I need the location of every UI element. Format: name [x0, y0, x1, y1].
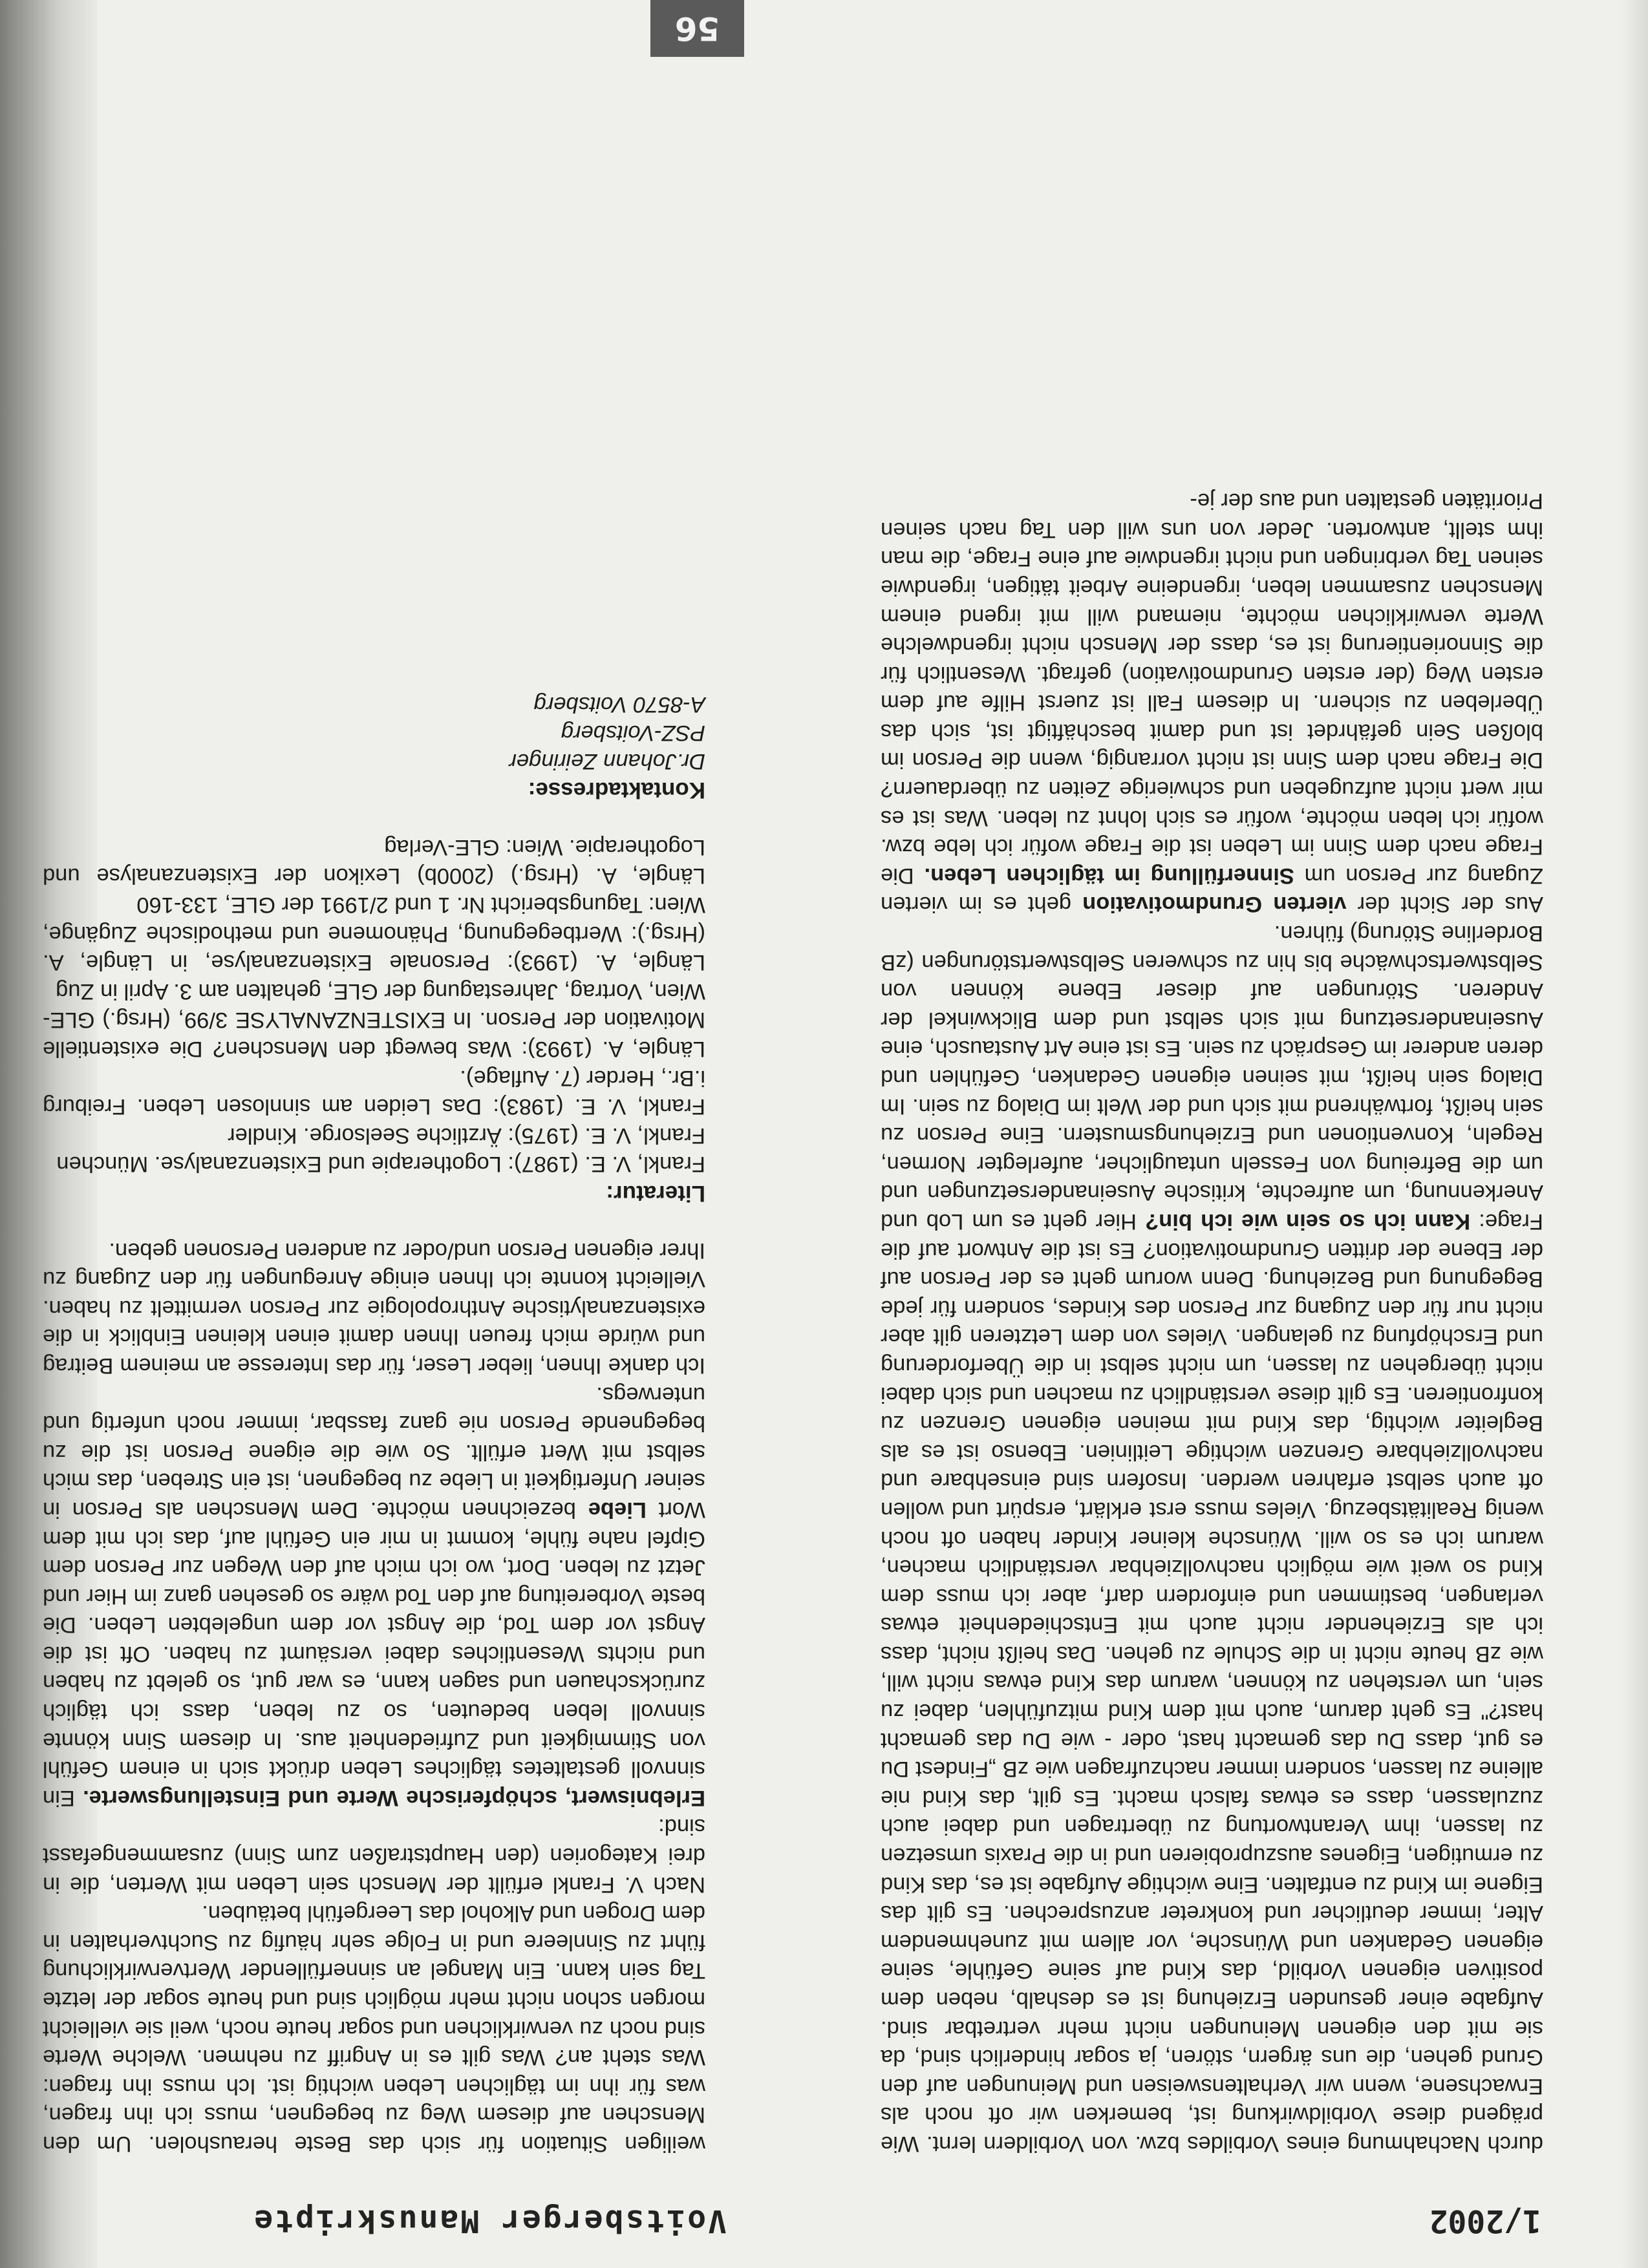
text-column-left — [881, 487, 1543, 2158]
text-column-right — [43, 690, 705, 2158]
paragraph-text: Aus der Sicht der — [1357, 892, 1543, 917]
page-edge — [1622, 0, 1648, 2268]
paragraph — [43, 1380, 705, 1812]
page-number: 56 — [674, 10, 720, 47]
spacer — [43, 804, 705, 832]
paragraph-text: Die Frage nach dem Sinn im Leben ist die Frage wofür ich lebe bzw. wofür ich leben möchte, wofür es sich lohnt zu leben. Was ist es mir wert nicht aufzugeben und schwierige Zeiten zu überdauern? Die Frage nach dem Sinn ist nicht vorrangig, wenn die Person im bloßen Sein gefährdet ist und damit beschäftigt ist, sich das Überleben zu sichern. In diesem Fall ist zuerst Hilfe auf dem ersten Weg (der ersten Grundmotivation) gefragt. Wesentlich für die Sinnorientierung ist es, dass der Mensch nicht irgendwelche Werte verwirklichen möchte, niemand will mit irgend einem Menschen zusammen leben, irgendeine Arbeit tätigen, irgendwie seinen Tag verbringen und nicht irgendwie auf eine Frage, die man ihm stellt, antworten. Jeder von uns will den Tag nach seinen Prioritäten gestalten und aus der je- — [881, 489, 1543, 888]
literature-entry: Frankl, V. E. (1975): Ärztliche Seelsorge. Kindler — [228, 1123, 705, 1148]
paragraph-text: geht es im vierten Zugang zur Person um — [881, 863, 1543, 917]
literature-entry: Frankl, V. E. (1987): Logotherapie und Existenzanalyse. München — [56, 1152, 705, 1177]
paragraph-text: bezeichnen möchte. Dem Menschen als Person in seiner Unfertigkeit in Liebe zu begegnen, ist ein Streben, das mich selbst mit Wert erfüllt. So wie die eigene Person ist die zu begegnende Person nie ganz fassbar, immer noch unfertig und unterwegs. — [43, 1382, 705, 1522]
literature-list — [43, 832, 705, 1178]
contact-name: Dr.Johann Zeiringer — [509, 748, 705, 774]
paragraph: Nach V. Frankl erfüllt der Mensch sein Leben mit Werten, die in drei Kategorien (den Hauptstraßen zum Sinn) zusammengefasst sind: — [43, 1814, 705, 1897]
bold-heading: Erlebniswert, schöpferische Werte und Einstellungswerte. — [83, 1785, 705, 1810]
publication-title: Voitsberger Manuskripte — [252, 2203, 727, 2239]
spacer — [43, 1207, 705, 1236]
issue-number: 1/2002 — [1429, 2203, 1541, 2239]
paragraph: weiligen Situation für sich das Beste herausholen. Um den Menschen auf diesem Weg zu begegnen, muss ich ihn fragen, was für ihn im täglichen Leben wichtig ist. Ich muss ihn fragen: Was steht an? Was gilt es in Angriff zu nehmen. Welche Werte sind noch zu verwirklichen und sogar heute noch, weil sie vielleicht morgen schon nicht mehr möglich sind und heute sogar der letzte Tag sein kann. Ein Mangel an sinnerfüllender Wertverwirklichung führt zu Sinnleere und in Folge sehr häufig zu Suchtverhalten in dem Drogen und Alkohol das Leergefühl betäuben. — [43, 1901, 705, 2156]
literature-entry: Frankl, V. E. (1983): Das Leiden am sinnlosen Leben. Freiburg i.Br., Herder (7. Auflage). — [43, 1065, 705, 1119]
paragraph — [881, 487, 1543, 919]
contact-org: PSZ-Voitsberg — [561, 720, 705, 745]
paragraph: Ich danke Ihnen, lieber Leser, für das Interesse an meinem Beitrag und würde mich freuen Ihnen damit einen kleinen Einblick in die existenzanalytische Anthropologie zur Person vermittelt zu haben. Vielleicht konnte ich Ihnen einige Anregungen für den Zugang zu Ihrer eigenen Person und/oder zu anderen Personen geben. — [43, 1238, 705, 1378]
page-number-box — [650, 0, 744, 57]
paragraph-text: durch Nachahmung eines Vorbildes bzw. von Vorbildern lernt. Wie prägend diese Vorbildwirkung ist, bemerken wir oft noch als Erwachsene, wenn wir Verhaltensweisen und Meinungen auf den Grund gehen, die uns ärgern, stören, ja sogar hinderlich sind, da sie mit den eigenen Meinungen nicht mehr vertretbar sind. Aufgabe einer gesunden Erziehung ist es deshalb, neben dem positiven eigenen Vorbild, das Kind auf seine Gefühle, seine eigenen Gedanken und Wünsche, vor allem mit zunehmendem Alter, immer deutlicher und konkreter anzusprechen. Es gilt das Eigene im Kind zu entfalten. Eine wichtige Aufgabe ist es, das Kind zu ermutigen, Eigenes auszuprobieren und in die Praxis umsetzen zu lassen, ihm Verantwortung zu übertragen und dabei auch zuzulassen, dass es etwas falsch macht. Es gilt, das Kind nie alleine zu lassen, sondern immer nachzufragen wie zB „Findest Du es gut, dass Du das gemacht hast, oder - wie Du das gemacht hast?" Es geht darum, auch mit dem Kind mitzufühlen, dabei zu sein, um verstehen zu können, warum das Kind etwas nicht will, wie zB heute nicht in die Schule zu gehen. Das heißt nicht, dass ich als Erziehender nicht auch mit Entschiedenheit etwas verlangen, bestimmen und einfordern darf, aber ich muss dem Kind so weit wie möglich nachvollziehbar verständlich machen, warum ich es so will. Wünsche kleiner Kinder haben oft noch wenig Realitätsbezug. Vieles muss erst erklärt, erspürt und wollen oft auch selbst erfahren werden. Insofern sind einsehbare und nachvollziehbare Grenzen wichtige Leitlinien. Ebenso ist es als Begleiter wichtig, das Kind mit meinen eigenen Grenzen zu konfrontieren. Es gilt diese verständlich zu machen und sich dabei nicht übergehen zu lassen, um nicht selbst in die Überforderung und Erschöpfung zu gelangen. Vieles von dem Letzteren gilt aber nicht nur für den Zugang zur Person des Kindes, sondern für jede Begegnung und Beziehung. Denn worum geht es der Person auf der Ebene der dritten Grundmotivation? Es ist die Antwort auf die Frage: — [881, 1209, 1543, 2156]
paragraph-text: Hier geht es um Lob und Anerkennung, um aufrechte, kritische Auseinandersetzungen und um die Befreiung von Fesseln untauglicher, auferlegter Normen, Regeln, Konventionen und Erziehungsmustern. Eine Person zu sein heißt, fortwährend mit sich und der Welt im Dialog zu sein. Im Dialog sein heißt, mit seinen eigenen Gedanken, Gefühlen und deren anderer im Gespräch zu sein. Es ist eine Art Austausch, eine Auseinandersetzung mit sich selbst und dem Blickwinkel der Anderen. Störungen auf dieser Ebene können von Selbstwertschwäche bis hin zu schweren Selbstwertstörungen (zB Borderline Störung) führen. — [881, 921, 1543, 1234]
paragraph-text: Ein sinnvoll gestaltetes tägliches Leben drückt sich in einem Gefühl von Stimmigkeit und Zufriedenheit aus. In diesem Sinn könnte sinnvoll leben bedeuten, so zu leben, dass ich täglich zurückschauen und sagen kann, es war gut, so gelebt zu haben und nichts Wesentliches dabei versäumt zu haben. Oft ist die Angst vor dem Tod, die Angst vor dem ungelebten Leben. Die beste Vorbereitung auf den Tod wäre so gesehen ganz im Hier und Jetzt zu leben. Dort, wo ich mich auf den Wegen zur Person dem Gipfel nahe fühle, kommt in mir ein Gefühl auf, das ich mit dem Wort — [42, 1497, 705, 1810]
bold-question: Kann ich so sein wie ich bin? — [1145, 1209, 1471, 1234]
contact-heading: Kontaktadresse: — [528, 778, 705, 803]
literature-entry: Längle, A. (Hrsg.) (2000b) Lexikon der Existenzanalyse und Logotherapie. Wien: GLE-Verlag — [43, 834, 705, 889]
literature-entry: Längle, A. (1993): Was bewegt den Menschen? Die existentielle Motivation der Person. In EXISTENZANALYSE 3/99, (Hrsg.) GLE-Wien, Vortrag, Jahrestagung der GLE, gehalten am 3. April in Zug — [43, 979, 705, 1062]
bold-term: vierten Grundmotivation — [1082, 892, 1347, 917]
literature-heading: Literatur: — [606, 1181, 705, 1206]
literature-entry: Längle, A. (1993): Personale Existenzanalyse, in Längle, A. (Hrsg.): Wertbegegnung, Phänomene und methodische Zugänge, Wien: Tagungsbericht Nr. 1 und 2/1991 der GLE, 133-160 — [43, 893, 705, 975]
bold-term: Liebe — [588, 1497, 647, 1522]
contact-city: A-8570 Voitsberg — [533, 692, 705, 717]
paragraph — [881, 918, 1543, 2158]
bold-term: Sinnerfüllung im täglichen Leben. — [924, 863, 1294, 888]
